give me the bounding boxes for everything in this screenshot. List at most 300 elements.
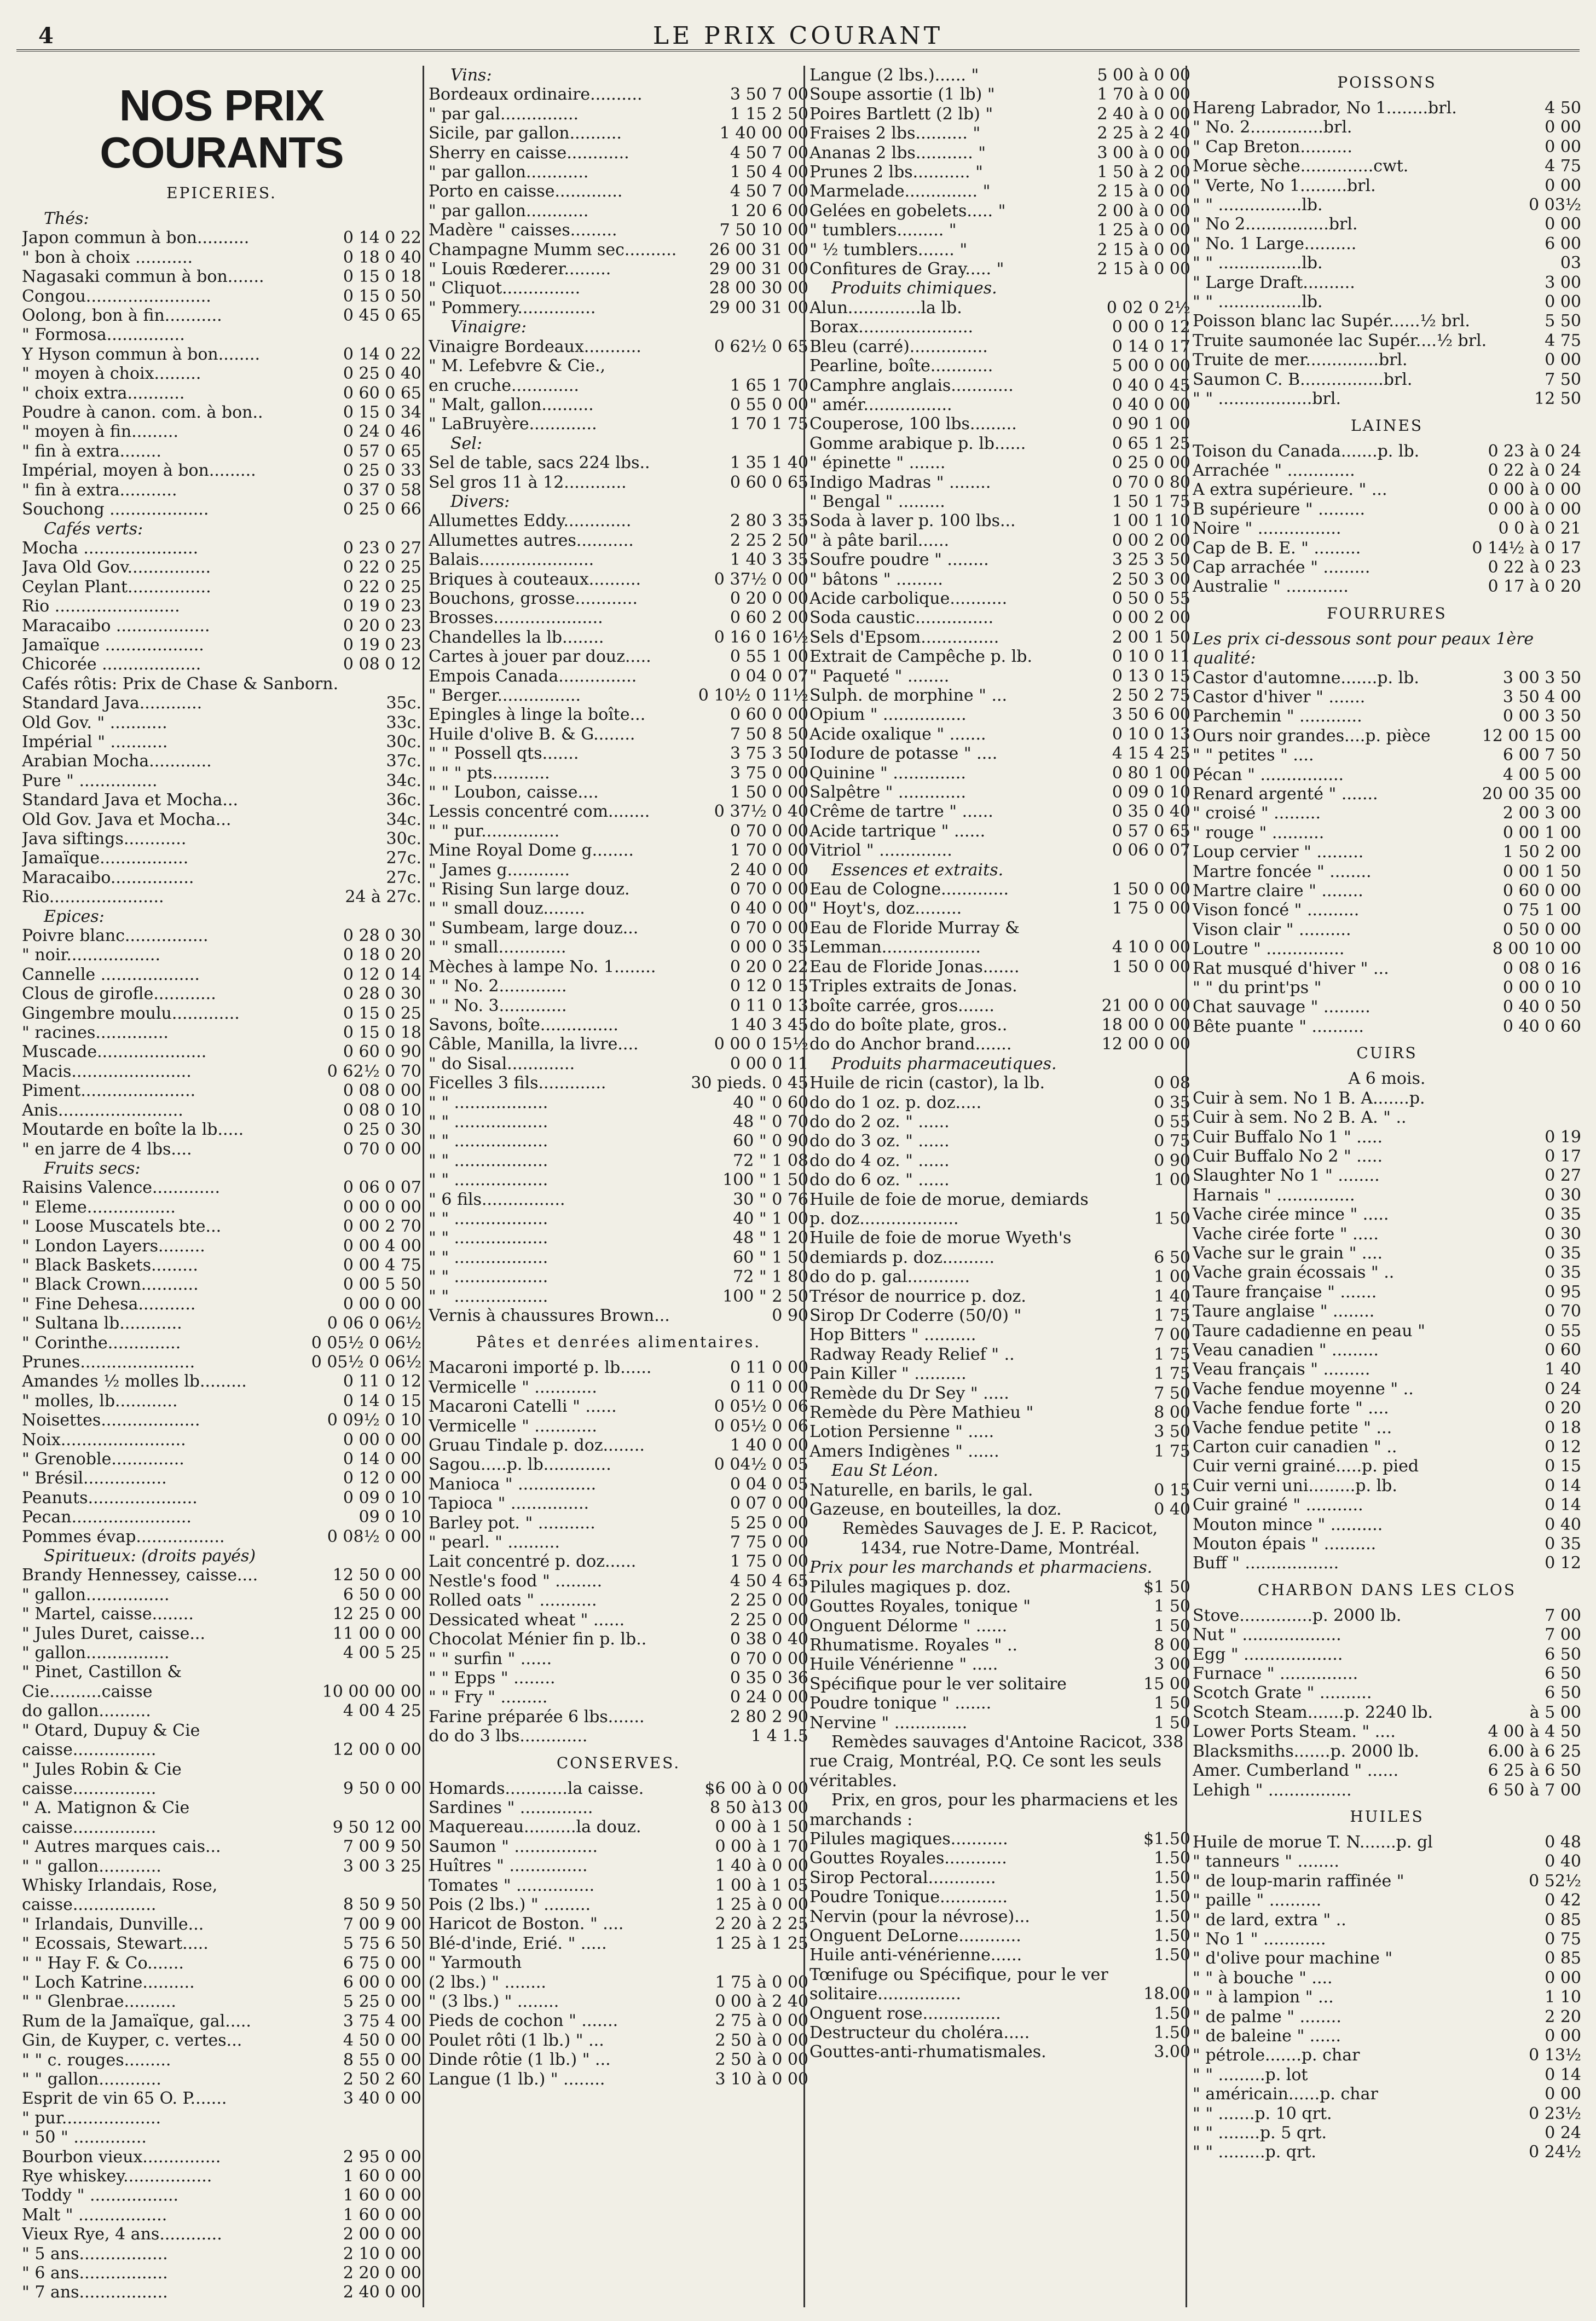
price-row (429, 511, 808, 530)
price-row (429, 764, 808, 783)
item-name: Saumon C. B................brl. (1193, 369, 1413, 389)
price-row (1193, 1418, 1581, 1437)
item-name: Jamaïque................. (22, 848, 189, 868)
price-row (429, 2031, 808, 2050)
item-name: Huîtres " ............... (429, 1856, 588, 1876)
price-row (22, 1488, 421, 1508)
item-price: 2 80 3 35 (730, 511, 808, 531)
price-row (429, 899, 808, 918)
item-name: Camphre anglais............ (809, 376, 1014, 395)
item-name: Harnais " ............... (1193, 1185, 1355, 1205)
item-price: 0 62½ 0 65 (714, 337, 808, 356)
price-row (429, 376, 808, 395)
item-price: 1 75 (1154, 1441, 1190, 1461)
item-price: 4 10 0 00 (1112, 938, 1190, 957)
item-price: 0 15 (1154, 1480, 1190, 1500)
item-price: 0 00 4 75 (343, 1255, 421, 1275)
price-row (22, 345, 421, 364)
item-name: Hareng Labrador, No 1........brl. (1193, 99, 1457, 118)
item-name: Trésor de nourrice p. doz. (809, 1286, 1026, 1306)
price-row (429, 473, 808, 492)
item-price: 0 08 0 10 (343, 1100, 421, 1120)
price-row (1193, 1321, 1581, 1341)
item-name: Prunes...................... (22, 1352, 195, 1372)
item-name: caisse................ (22, 1740, 157, 1760)
running-title: LE PRIX COURANT (652, 22, 944, 50)
item-price: 1.50 (1154, 1907, 1190, 1926)
item-price: 1 60 0 00 (343, 2205, 421, 2225)
item-name: Prunes 2 lbs........... " (809, 163, 983, 182)
price-row (1193, 1968, 1581, 1988)
item-price: 0 35 (1545, 1534, 1581, 1554)
item-price: 1 25 à 0 00 (715, 1895, 808, 1914)
price-row (22, 1411, 421, 1430)
price-row (429, 1287, 808, 1306)
item-name: Huile de foie de morue, demiards (809, 1190, 1089, 1209)
price-row (809, 85, 1190, 104)
price-row (22, 1372, 421, 1391)
item-price: 7 50 (1154, 1383, 1190, 1403)
item-name: Ours noir grandes....p. pièce (1193, 726, 1431, 746)
subsection-heading: Cafés verts: (44, 519, 143, 539)
item-price: 0 40 (1154, 1500, 1190, 1520)
item-price: 0 09 0 10 (1112, 783, 1190, 802)
price-row (1193, 1852, 1581, 1871)
price-row (1193, 1263, 1581, 1282)
price-row (22, 500, 421, 519)
masthead-title: NOS PRIX COURANTS (100, 81, 344, 177)
item-price: 1 00 1 10 (1112, 511, 1190, 531)
item-name: Huile de morue T. N.......p. gl (1193, 1832, 1433, 1852)
price-row (1193, 1128, 1581, 1147)
price-row (809, 1035, 1190, 1054)
item-price: 1 65 1 70 (730, 376, 808, 395)
price-row (22, 578, 421, 597)
item-name: Pain Killer " .......... (809, 1364, 967, 1384)
item-price: 0 60 0 00 (730, 705, 808, 725)
price-row (429, 1992, 808, 2011)
item-price: 0 00 à 1 70 (715, 1837, 808, 1856)
item-price: 4 75 (1545, 157, 1581, 176)
price-row (1193, 939, 1581, 959)
item-name: " Pommery............... (429, 298, 596, 317)
item-price: 0 23½ (1529, 2104, 1581, 2123)
item-price: 15 00 (1143, 1674, 1190, 1694)
item-price: 0 37 0 58 (343, 480, 421, 500)
item-price: 1 40 (1154, 1286, 1190, 1306)
item-name: " pearl. " .......... (429, 1533, 560, 1552)
price-row (809, 1481, 1190, 1500)
price-row (22, 306, 421, 325)
price-row (1193, 350, 1581, 369)
item-price: 0 06 0 06½ (327, 1314, 421, 1333)
price-row (22, 790, 421, 810)
item-name: Japon commun à bon.......... (22, 228, 250, 248)
item-name: " " .................. (429, 1112, 548, 1131)
price-row (1193, 1225, 1581, 1244)
item-name: Cartes à jouer par douz..... (429, 647, 651, 667)
item-price: 0 52½ (1529, 1871, 1581, 1891)
price-row (1193, 1645, 1581, 1664)
item-name: " gallon................ (22, 1643, 170, 1663)
item-name: " do Sisal............. (429, 1054, 575, 1073)
item-name: boîte carrée, gros....... (809, 996, 994, 1015)
item-name: " de lard, extra " .. (1193, 1910, 1346, 1930)
price-row (22, 2205, 421, 2225)
item-name: " gallon................ (22, 1585, 170, 1604)
price-row (22, 810, 421, 829)
item-name: Nestle's food " ......... (429, 1571, 603, 1591)
item-name: Mèches à lampe No. 1........ (429, 957, 656, 977)
item-price: 0 13½ (1529, 2046, 1581, 2065)
item-name: Java Old Gov................ (22, 558, 211, 578)
item-price: 0 00 0 00 (343, 1294, 421, 1314)
item-name: " amér................. (809, 395, 952, 414)
price-row (22, 422, 421, 441)
item-price: 0 24 (1545, 1379, 1581, 1399)
item-price: $6 00 à 0 00 (704, 1779, 808, 1798)
item-name: Madère " caisses......... (429, 221, 617, 240)
item-name: Radway Ready Relief " .. (809, 1344, 1015, 1364)
price-row (22, 732, 421, 752)
item-price: 0 10½ 0 11½ (698, 686, 808, 705)
item-price: 6 50 0 00 (343, 1585, 421, 1604)
item-price: 3 00 à 0 00 (1097, 143, 1190, 163)
item-name: Cap de B. E. " ......... (1193, 538, 1361, 558)
item-name: Cuir à sem. No 2 B. A. " .. (1193, 1108, 1407, 1128)
item-name: " No 2................brl. (1193, 215, 1358, 234)
item-price: 10 00 00 00 (322, 1682, 421, 1701)
item-price: 0 06 0 07 (1112, 841, 1190, 861)
item-price: 0 62½ 0 70 (327, 1061, 421, 1081)
price-row (22, 1954, 421, 1973)
item-name: " noir.................. (22, 945, 161, 965)
item-price: 0 00 à 0 00 (1488, 480, 1581, 500)
item-price: 0 28 0 30 (343, 926, 421, 946)
price-row (22, 945, 421, 965)
price-row (809, 2042, 1190, 2062)
price-row (22, 1721, 421, 1740)
item-name: " Cap Breton.......... (1193, 137, 1352, 157)
item-price: 21 00 0 00 (1101, 996, 1190, 1015)
price-row (429, 240, 808, 259)
item-name: " Black Baskets......... (22, 1255, 198, 1275)
price-row (22, 2051, 421, 2070)
price-row (429, 531, 808, 550)
item-price: 0 05½ 0 06½ (311, 1352, 421, 1372)
item-price: 3 00 (1154, 1655, 1190, 1675)
price-row (1193, 1722, 1581, 1741)
price-row (429, 1035, 808, 1054)
item-price: 0 70 0 00 (730, 821, 808, 841)
item-price: 0 42 (1545, 1891, 1581, 1910)
item-name: Standard Java............ (22, 694, 203, 713)
item-price: 3 10 à 0 00 (715, 2069, 808, 2089)
item-price: 7 00 9 00 (343, 1914, 421, 1934)
item-name: " moyen à fin......... (22, 422, 178, 442)
item-price: 7 50 8 50 (730, 724, 808, 744)
item-price: 7 00 9 50 (343, 1837, 421, 1857)
item-name: " d'olive pour machine " (1193, 1949, 1393, 1968)
item-name: Carton cuir canadien " .. (1193, 1437, 1397, 1457)
price-row (1193, 900, 1581, 920)
price-row (22, 2283, 421, 2302)
price-row (22, 984, 421, 1003)
item-price: 30c. (386, 732, 421, 752)
price-row (1193, 784, 1581, 804)
item-price: 0 00 (1545, 118, 1581, 137)
item-name: Saumon " ................ (429, 1837, 598, 1856)
price-row (22, 2128, 421, 2147)
item-price: 3 00 (1545, 273, 1581, 292)
item-name: Lemman................... (809, 938, 981, 957)
item-name: Gouttes Royales............ (809, 1849, 1007, 1868)
item-name: " fin à extra........... (22, 480, 177, 500)
item-name: Veau canadien " ......... (1193, 1340, 1379, 1360)
item-price: 100 " 2 50 (722, 1286, 808, 1306)
item-price: 0 70 0 00 (730, 880, 808, 899)
item-name: Slaughter No 1 " ........ (1193, 1166, 1380, 1186)
price-row (1193, 978, 1581, 997)
item-price: 0 15 0 50 (343, 286, 421, 306)
item-price: 2 20 à 2 25 (715, 1914, 808, 1934)
item-name: Arrachée " ............. (1193, 460, 1355, 480)
item-price: 0 85 (1545, 1910, 1581, 1930)
item-price: 6 50 à 7 00 (1488, 1780, 1581, 1800)
item-price: 0 00 4 00 (343, 1236, 421, 1256)
item-name: Vache fendue petite " ... (1193, 1418, 1392, 1437)
price-row (22, 2186, 421, 2205)
price-row (429, 957, 808, 977)
item-name: " à pâte baril...... (809, 530, 950, 550)
item-name: Ananas 2 lbs........... " (809, 143, 986, 163)
item-name: Toison du Canada.......p. lb. (1193, 441, 1420, 461)
price-row (809, 1248, 1190, 1267)
price-row (429, 686, 808, 705)
item-price: 0 00 0 35 (730, 938, 808, 957)
item-price: 0 70 0 80 (1112, 472, 1190, 492)
item-price: 0 14 0 00 (343, 1450, 421, 1469)
price-row (809, 957, 1190, 977)
price-row (429, 395, 808, 414)
item-name: " Brésil................ (22, 1469, 167, 1488)
price-row (1193, 2085, 1581, 2104)
price-row (1193, 1379, 1581, 1399)
item-name: Loup cervier " ......... (1193, 842, 1364, 862)
price-row (429, 298, 808, 317)
item-price: 6 50 (1545, 1664, 1581, 1684)
price-row (809, 550, 1190, 569)
item-name: Taure française " ....... (1193, 1282, 1377, 1302)
price-row (22, 364, 421, 383)
item-price: 0 75 (1154, 1131, 1190, 1151)
item-price: 60 " 0 90 (733, 1131, 808, 1151)
price-row (429, 1707, 808, 1727)
price-row (809, 880, 1190, 899)
item-price: 0 19 0 23 (343, 635, 421, 655)
item-name: Vison foncé " .......... (1193, 900, 1360, 920)
item-name: Eau de Cologne............. (809, 880, 1009, 899)
item-price: 7 00 (1545, 1606, 1581, 1625)
item-name: solitaire................ (809, 1984, 961, 2004)
price-row (809, 1112, 1190, 1131)
item-price: 8 50 9 50 (343, 1895, 421, 1915)
price-row (809, 492, 1190, 511)
centered-text: 1434, rue Notre-Dame, Montréal. (860, 1538, 1140, 1558)
item-name: Rum de la Jamaïque, gal..... (22, 2011, 251, 2031)
item-name: Spécifique pour le ver solitaire (809, 1674, 1067, 1694)
item-price: 0 25 0 33 (343, 461, 421, 481)
item-name: Indigo Madras " ........ (809, 472, 991, 492)
item-name: Onguent DeLorne............ (809, 1926, 1021, 1945)
item-name: Sherry en caisse............ (429, 143, 629, 163)
item-name: Bleu (carré)............... (809, 337, 988, 356)
price-row (809, 511, 1190, 530)
item-name: Manioca " ............... (429, 1474, 597, 1494)
item-price: 1 60 0 00 (343, 2167, 421, 2186)
price-row (22, 694, 421, 713)
item-name: Lower Ports Steam. " .... (1193, 1722, 1396, 1742)
price-row (429, 1131, 808, 1151)
item-price: 40 " 1 00 (733, 1209, 808, 1228)
item-name: Cannelle ................... (22, 965, 200, 984)
item-price: 0 00 (1545, 1968, 1581, 1988)
price-row (1193, 1988, 1581, 2007)
price-row (429, 259, 808, 279)
item-name: Cuir grainé " ........... (1193, 1496, 1363, 1515)
item-name: Souchong ................... (22, 500, 209, 519)
item-price: 2 25 à 2 40 (1097, 124, 1190, 143)
price-row (809, 124, 1190, 143)
item-price: 0 17 (1545, 1146, 1581, 1166)
item-price: 2 15 à 0 00 (1097, 182, 1190, 201)
item-price: 0 12 0 14 (343, 965, 421, 984)
item-price: 48 " 0 70 (733, 1112, 808, 1131)
item-name: " " small............. (429, 938, 566, 957)
item-name: " tanneurs " ........ (1193, 1852, 1339, 1872)
item-name: " Fine Dehesa........... (22, 1294, 196, 1314)
item-price: 0 30 (1545, 1224, 1581, 1244)
item-name: Egg " ................... (1193, 1644, 1343, 1664)
item-price: 1 40 00 00 (719, 124, 808, 143)
item-name: " " ................lb. (1193, 195, 1323, 215)
price-row (429, 705, 808, 724)
item-price: 28 00 30 00 (709, 279, 808, 298)
price-row (429, 1054, 808, 1073)
item-name: " Pinet, Castillon & (22, 1662, 182, 1682)
item-name: Tœnifuge ou Spécifique, pour le ver (809, 1965, 1108, 1984)
item-name: Toddy " ................. (22, 2186, 179, 2205)
price-row (809, 938, 1190, 957)
item-price: 2 40 0 00 (343, 2283, 421, 2302)
item-name: Noix........................ (22, 1430, 186, 1450)
price-row (22, 2109, 421, 2128)
item-name: Brosses..................... (429, 608, 603, 628)
item-price: 3 00 3 50 (1502, 668, 1581, 688)
item-name: Huile anti-vénérienne...... (809, 1945, 1022, 1965)
item-name: Poudre à canon. com. à bon.. (22, 403, 263, 423)
item-name: " moyen à choix......... (22, 364, 201, 384)
item-name: " " .................. (429, 1131, 548, 1151)
price-row (22, 752, 421, 771)
item-name: Lessis concentré com........ (429, 802, 650, 822)
item-name: Briques à couteaux.......... (429, 569, 641, 589)
item-price: 0 22 à 0 24 (1488, 460, 1581, 480)
item-price: 1 70 à 0 00 (1097, 85, 1190, 105)
price-row (809, 899, 1190, 918)
item-name: Confitures de Gray..... " (809, 259, 1004, 279)
item-name: do do Anchor brand....... (809, 1035, 1012, 1054)
item-name: Mouton épais " .......... (1193, 1534, 1377, 1554)
item-name: Taure anglaise " ........ (1193, 1302, 1375, 1321)
item-name: Vache fendue forte " .... (1193, 1399, 1389, 1418)
item-name: " Loose Muscatels bte... (22, 1217, 222, 1237)
item-price: 3 25 3 50 (1112, 550, 1190, 570)
item-name: Cuir Buffalo No 1 " ..... (1193, 1127, 1383, 1147)
item-price: 0 12 (1545, 1437, 1581, 1457)
item-price: 1 40 0 00 (730, 1436, 808, 1456)
price-row (809, 628, 1190, 647)
item-price: 2 00 à 0 00 (1097, 201, 1190, 221)
item-price: 0 11 0 12 (343, 1372, 421, 1392)
price-row (1193, 862, 1581, 881)
price-row (809, 259, 1190, 279)
item-name: Parchemin " ............ (1193, 707, 1362, 726)
item-price: 5 50 (1545, 311, 1581, 331)
item-name: Cuir verni uni.........p. lb. (1193, 1476, 1397, 1496)
item-name: Champagne Mumm sec.......... (429, 240, 677, 259)
price-row (809, 1868, 1190, 1887)
price-row (429, 1267, 808, 1286)
price-row (1193, 176, 1581, 195)
item-name: Sels d'Epsom............... (809, 627, 999, 647)
item-price: 0 14 (1545, 2065, 1581, 2085)
price-row (809, 764, 1190, 783)
price-row (22, 1934, 421, 1953)
item-name: Sirop Pectoral............. (809, 1868, 996, 1887)
item-price: 12 00 0 00 (332, 1740, 421, 1760)
item-price: 72 " 1 08 (733, 1151, 808, 1170)
item-price: 60 " 1 50 (733, 1248, 808, 1267)
item-price: 0 40 0 50 (1502, 997, 1581, 1017)
item-name: " bon à choix ........... (22, 247, 193, 267)
price-row (429, 143, 808, 163)
price-row (809, 1403, 1190, 1422)
price-row (22, 1120, 421, 1139)
price-row (429, 124, 808, 143)
item-price: 0 16 0 16½ (714, 627, 808, 647)
subsection-heading: Vinaigre: (450, 317, 527, 337)
item-name: " Sumbeam, large douz... (429, 918, 639, 938)
price-row (429, 182, 808, 201)
price-row (22, 636, 421, 655)
item-name: " " c. rouges......... (22, 2050, 171, 2070)
item-name: Castor d'hiver " ....... (1193, 687, 1366, 707)
subsection-heading: Vins: (450, 66, 492, 85)
item-name: Macis....................... (22, 1061, 192, 1081)
price-row (22, 1004, 421, 1023)
price-row (22, 539, 421, 558)
item-price: 48 " 1 20 (733, 1228, 808, 1248)
price-row (809, 1345, 1190, 1364)
item-name: Noisettes................... (22, 1411, 200, 1430)
item-price: 0 11 0 00 (730, 1377, 808, 1397)
price-row (1193, 2143, 1581, 2162)
item-price: 0 19 (1545, 1127, 1581, 1147)
item-price: 29 00 31 00 (709, 259, 808, 279)
price-row (22, 1140, 421, 1159)
item-price: 1 40 3 35 (730, 550, 808, 570)
